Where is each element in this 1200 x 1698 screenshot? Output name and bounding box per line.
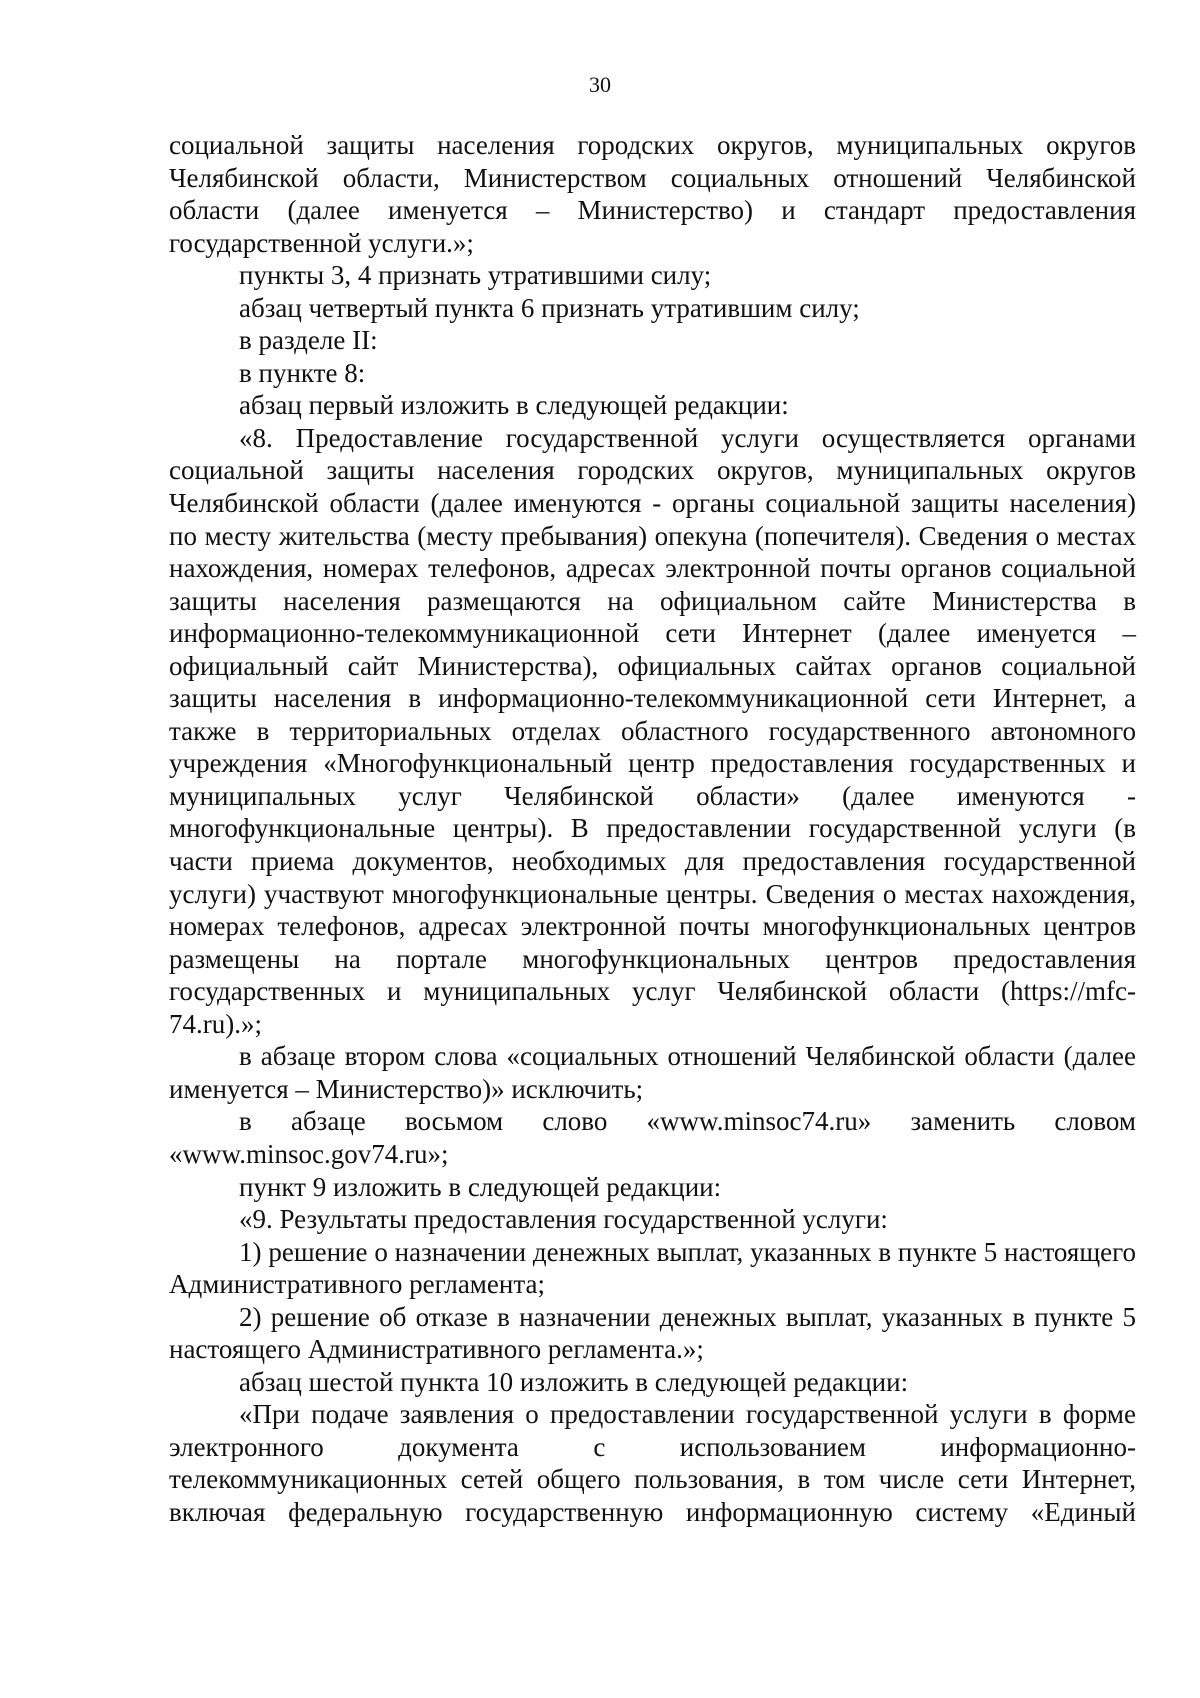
page-number: 30 xyxy=(589,72,611,97)
paragraph-result-2: 2) решение об отказе в назначении денежных выплат, указанных в пункте 5 настоящего Административного регламента.»; xyxy=(169,1301,1136,1365)
paragraph-result-1: 1) решение о назначении денежных выплат, указанных в пункте 5 настоящего Административного регламента; xyxy=(169,1236,1136,1300)
paragraph-point-8: в пункте 8: xyxy=(239,357,366,388)
paragraph-point-9-text: «9. Результаты предоставления государственной услуги: xyxy=(239,1204,888,1235)
paragraph-point-8-text: «8. Предоставление государственной услуги осуществляется органами социальной защиты населения городских округов, муниципальных округов Челябинской области (далее именуются - органы социальной защиты населения) по месту жительства (месту пребывания) опекуна (попечителя). Сведения о местах нахождения, номерах телефонов, адресах электронной почты органов социальной защиты населения размещаются на официальном сайте Министерства в информационно-телекоммуникационной сети Интернет (далее именуется – официальный сайт Министерства), официальных сайтах органов социальной защиты населения в информационно-телекоммуникационной сети Интернет, а также в территориальных отделах областного государственного автономного учреждения «Многофункциональный центр предоставления государственных и муниципальных услуг Челябинской области» (далее именуются - многофункциональные центры). В предоставлении государственной услуги (в части приема документов, необходимых для предоставления государственной услуги) участвуют многофункциональные центры. Сведения о местах нахождения, номерах телефонов, адресах электронной почты многофункциональных центров размещены на портале многофункциональных центров предоставления государственных и муниципальных услуг Челябинской области (https://mfc-74.ru).»; xyxy=(169,422,1136,1039)
paragraph-second-abzac: в абзаце втором слова «социальных отношений Челябинской области (далее именуется – Министерство)» исключить; xyxy=(169,1041,1136,1104)
paragraph-item-6: абзац четвертый пункта 6 признать утратившим силу; xyxy=(239,292,860,323)
paragraph-first-abzac: абзац первый изложить в следующей редакции: xyxy=(239,390,789,421)
paragraph-point-10-text: «При подаче заявления о предоставлении государственной услуги в форме электронного документа с использованием информационно-телекоммуникационных сетей общего пользования, в том числе сети Интернет, включая федеральную государственную информационную систему «Единый xyxy=(169,1399,1136,1527)
paragraph-point-9: пункт 9 изложить в следующей редакции: xyxy=(239,1171,722,1202)
document-body xyxy=(169,129,1136,1529)
paragraph-continuation: социальной защиты населения городских округов, муниципальных округов Челябинской области, Министерством социальных отношений Челябинской области (далее именуется – Министерство) и стандарт предоставления государственной услуги.»; xyxy=(169,130,1136,258)
paragraph-item-3-4: пункты 3, 4 признать утратившими силу; xyxy=(239,260,712,291)
paragraph-point-10: абзац шестой пункта 10 изложить в следующей редакции: xyxy=(239,1366,909,1397)
paragraph-eighth-abzac: в абзаце восьмом слово «www.minsoc74.ru» заменить словом «www.minsoc.gov74.ru»; xyxy=(169,1106,1136,1169)
paragraph-section-ii: в разделе II: xyxy=(239,325,378,356)
